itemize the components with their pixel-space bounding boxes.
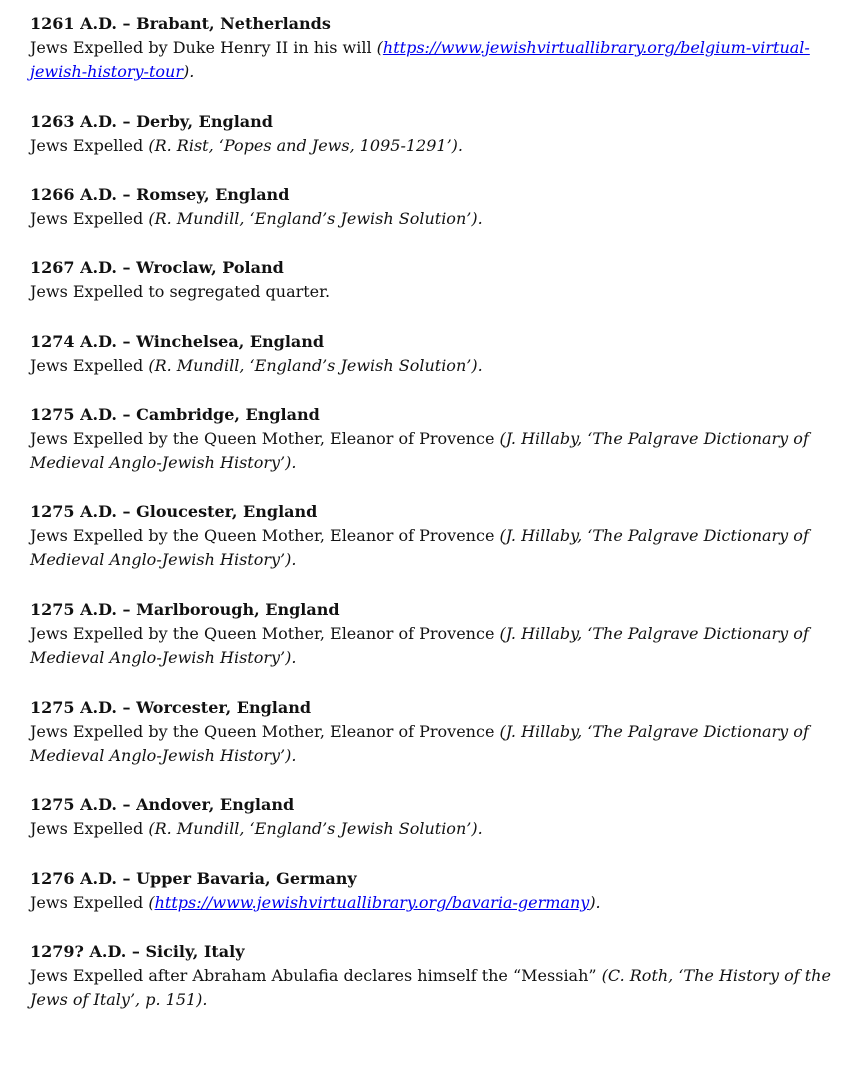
entry-description: Jews Expelled to segregated quarter. — [30, 282, 331, 301]
entry-description: Jews Expelled by the Queen Mother, Eleanor of Provence — [30, 624, 500, 643]
entry-description: Jews Expelled — [30, 356, 149, 375]
entry-heading: 1275 A.D. – Cambridge, England — [30, 405, 320, 424]
citation: (R. Mundill, ‘England’s Jewish Solution’). — [148, 209, 483, 228]
entry-heading: 1279? A.D. – Sicily, Italy — [30, 942, 245, 961]
entry-romsey — [30, 183, 848, 231]
citation-link[interactable]: https://www.jewishvirtuallibrary.org/belgium-virtual-jewish-history-tour — [30, 38, 810, 81]
entry-description: Jews Expelled after Abraham Abulafia declares himself the “Messiah” — [30, 966, 602, 985]
entry-andover — [30, 793, 848, 841]
entry-marlborough — [30, 598, 848, 670]
entry-text — [30, 134, 848, 158]
entry-description: Jews Expelled by the Queen Mother, Eleanor of Provence — [30, 429, 500, 448]
entry-description: Jews Expelled — [30, 136, 149, 155]
entry-text — [30, 622, 848, 670]
citation-open: ( — [148, 893, 155, 912]
entry-heading: 1263 A.D. – Derby, England — [30, 112, 273, 131]
entry-gloucester — [30, 500, 848, 572]
citation-close: ). — [182, 62, 195, 81]
entry-text — [30, 207, 848, 231]
entry-heading: 1267 A.D. – Wroclaw, Poland — [30, 258, 284, 277]
entry-description: Jews Expelled — [30, 819, 149, 838]
citation: (C. Roth, ‘The History of the Jews of Italy’, p. 151). — [30, 966, 831, 1009]
entry-description: Jews Expelled by the Queen Mother, Eleanor of Provence — [30, 526, 500, 545]
entry-description: Jews Expelled by the Queen Mother, Eleanor of Provence — [30, 722, 500, 741]
entry-heading: 1275 A.D. – Gloucester, England — [30, 502, 318, 521]
entry-description: Jews Expelled — [30, 209, 149, 228]
entry-text — [30, 427, 848, 475]
entry-wroclaw — [30, 256, 848, 304]
citation-link[interactable]: https://www.jewishvirtuallibrary.org/bavaria-germany — [154, 893, 590, 912]
entry-heading: 1275 A.D. – Marlborough, England — [30, 600, 340, 619]
entry-heading: 1261 A.D. – Brabant, Netherlands — [30, 14, 331, 33]
entry-winchelsea — [30, 330, 848, 378]
citation-close: ). — [589, 893, 601, 912]
entry-text — [30, 964, 848, 1012]
citation: (R. Mundill, ‘England’s Jewish Solution’). — [148, 819, 483, 838]
entry-heading: 1275 A.D. – Andover, England — [30, 795, 295, 814]
entry-cambridge — [30, 403, 848, 475]
entry-heading: 1275 A.D. – Worcester, England — [30, 698, 312, 717]
entry-heading: 1276 A.D. – Upper Bavaria, Germany — [30, 869, 357, 888]
citation: (R. Rist, ‘Popes and Jews, 1095-1291’). — [148, 136, 463, 155]
citation: (J. Hillaby, ‘The Palgrave Dictionary of Medieval Anglo-Jewish History’). — [30, 624, 809, 667]
entry-description: Jews Expelled by Duke Henry II in his will — [30, 38, 377, 57]
entry-text — [30, 36, 848, 84]
entry-text — [30, 524, 848, 572]
entry-worcester — [30, 696, 848, 768]
entry-brabant — [30, 12, 848, 84]
entry-upper-bavaria — [30, 867, 848, 915]
entry-text — [30, 891, 848, 915]
citation: (J. Hillaby, ‘The Palgrave Dictionary of Medieval Anglo-Jewish History’). — [30, 722, 809, 765]
citation: (J. Hillaby, ‘The Palgrave Dictionary of Medieval Anglo-Jewish History’). — [30, 429, 809, 472]
entry-heading: 1274 A.D. – Winchelsea, England — [30, 332, 325, 351]
entry-heading: 1266 A.D. – Romsey, England — [30, 185, 290, 204]
entry-text — [30, 817, 848, 841]
entry-text — [30, 354, 848, 378]
entry-sicily — [30, 940, 848, 1012]
citation: (J. Hillaby, ‘The Palgrave Dictionary of Medieval Anglo-Jewish History’). — [30, 526, 809, 569]
entry-description: Jews Expelled — [30, 893, 149, 912]
citation-open: ( — [376, 38, 383, 57]
citation: (R. Mundill, ‘England’s Jewish Solution’). — [148, 356, 483, 375]
entry-text — [30, 720, 848, 768]
entry-derby — [30, 110, 848, 158]
entry-text — [30, 280, 848, 304]
